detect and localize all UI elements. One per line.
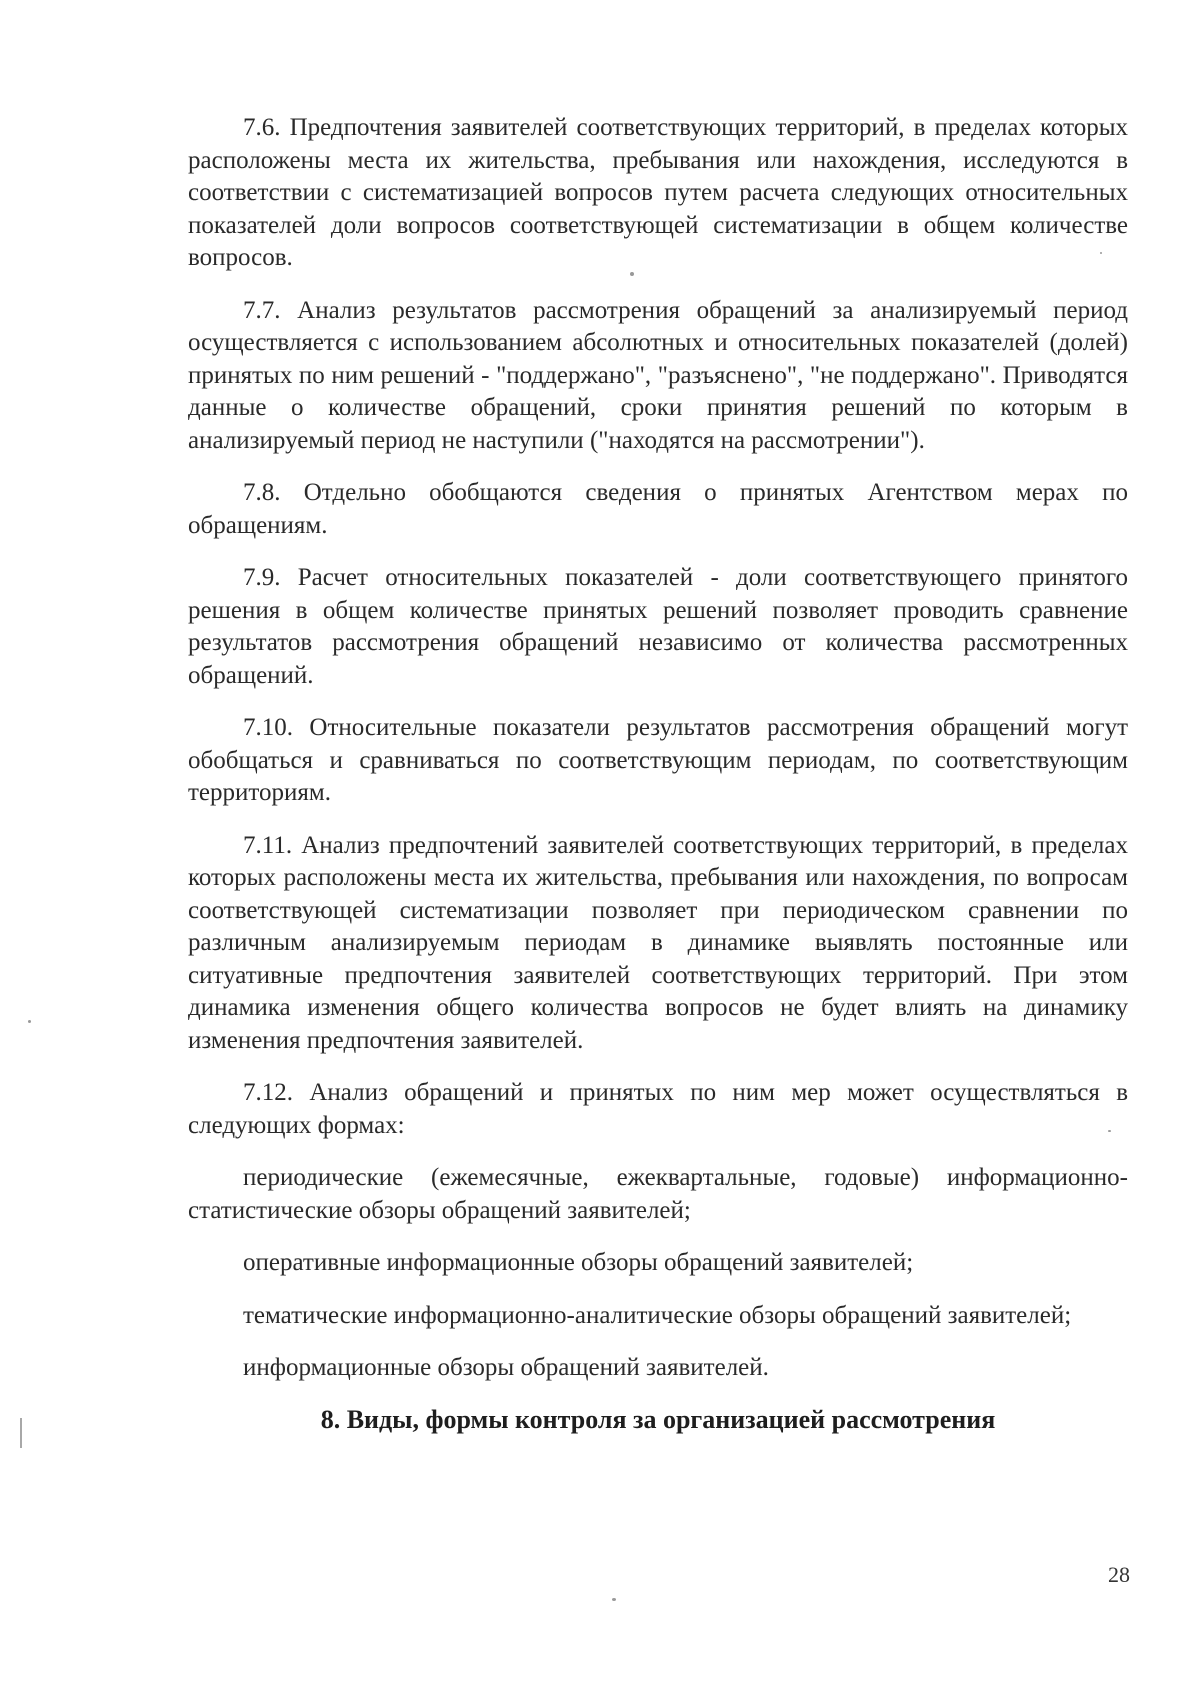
list-item-periodic-reviews: периодические (ежемесячные, ежеквартальные, годовые) информационно-статистические обзоры обращений заявителей;: [188, 1164, 1128, 1224]
scan-margin-line: [20, 1418, 22, 1448]
document-page: [188, 112, 1128, 1435]
paragraph-7-6: 7.6. Предпочтения заявителей соответствующих территорий, в пределах которых расположены места их жительства, пребывания или нахождения, исследуются в соответствии с систематизацией вопросов путем расчета следующих относительных показателей доли вопросов соответствующей систематизации в общем количестве вопросов.: [188, 114, 1128, 271]
scan-speck: [612, 1598, 616, 1601]
scan-speck: [1108, 1130, 1111, 1132]
list-item-thematic-reviews: тематические информационно-аналитические обзоры обращений заявителей;: [243, 1301, 1072, 1329]
paragraph-7-9: 7.9. Расчет относительных показателей - доли соответствующего принятого решения в общем количестве принятых решений позволяет проводить сравнение результатов рассмотрения обращений независимо от количества рассмотренных обращений.: [188, 564, 1128, 689]
section-heading: 8. Виды, формы контроля за организацией рассмотрения: [320, 1404, 996, 1434]
scan-speck: [28, 1020, 31, 1023]
paragraph-7-12: 7.12. Анализ обращений и принятых по ним мер может осуществляться в следующих формах:: [188, 1079, 1128, 1139]
scan-speck: [630, 272, 634, 276]
page-number: 28: [1108, 1562, 1130, 1587]
paragraph-7-11: 7.11. Анализ предпочтений заявителей соответствующих территорий, в пределах которых расположены места их жительства, пребывания или нахождения, по вопросам соответствующей систематизации позволяет при периодическом сравнении по различным анализируемым периодам в динамике выявлять постоянные или ситуативные предпочтения заявителей соответствующих территорий. При этом динамика изменения общего количества вопросов не будет влиять на динамику изменения предпочтения заявителей.: [188, 831, 1128, 1054]
paragraph-7-7: 7.7. Анализ результатов рассмотрения обращений за анализируемый период осуществляется с использованием абсолютных и относительных показателей (долей) принятых по ним решений - "поддержано", "разъяснено", "не поддержано". Приводятся данные о количестве обращений, сроки принятия решений по которым в анализируемый период не наступили ("находятся на рассмотрении").: [188, 296, 1128, 454]
paragraph-7-8: 7.8. Отдельно обобщаются сведения о принятых Агентством мерах по обращениям.: [188, 479, 1128, 539]
list-item-operative-reviews: оперативные информационные обзоры обращений заявителей;: [243, 1249, 914, 1276]
list-item-information-reviews: информационные обзоры обращений заявителей.: [243, 1354, 769, 1381]
scan-speck: [1100, 252, 1102, 254]
paragraph-7-10: 7.10. Относительные показатели результатов рассмотрения обращений могут обобщаться и сравниваться по соответствующим периодам, по соответствующим территориям.: [188, 714, 1128, 806]
